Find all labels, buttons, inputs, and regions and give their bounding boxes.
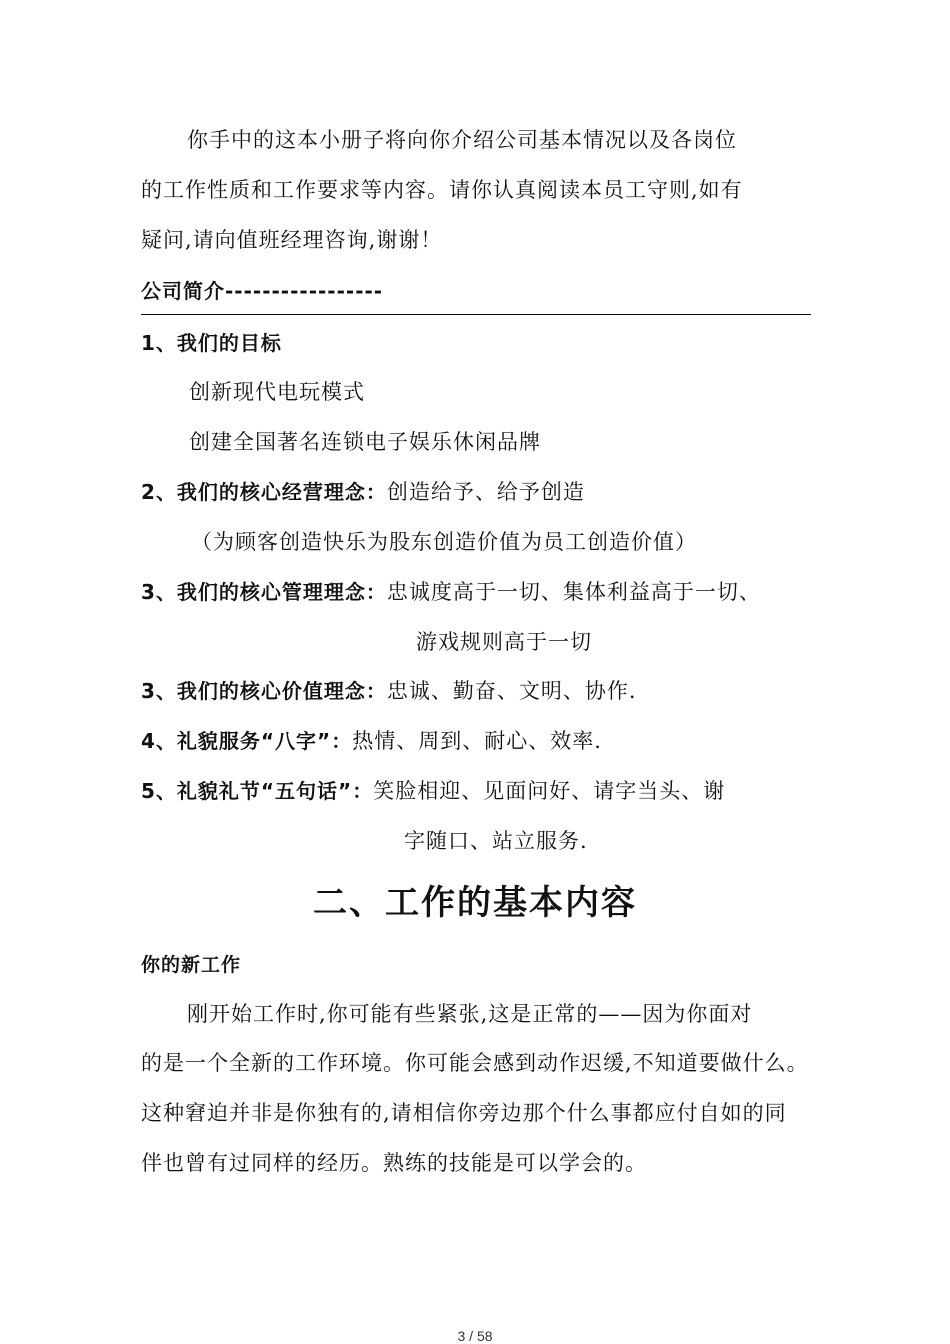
service-eight-words-label: 4、礼貌服务“八字”： bbox=[141, 729, 353, 753]
heading-divider bbox=[141, 314, 811, 315]
etiquette-five-phrases-cont: 字随口、站立服务. bbox=[404, 829, 588, 853]
management-philosophy-text: 忠诚度高于一切、集体利益高于一切、 bbox=[386, 580, 761, 604]
new-job-para-line-2: 的是一个全新的工作环境。你可能会感到动作迟缓,不知道要做什么。 bbox=[141, 1051, 809, 1075]
new-job-para-line-3: 这种窘迫并非是你独有的,请相信你旁边那个什么事都应付自如的同 bbox=[141, 1101, 787, 1125]
page-number: 3 / 58 bbox=[457, 1328, 493, 1344]
value-philosophy bbox=[141, 675, 637, 705]
management-philosophy-cont: 游戏规则高于一切 bbox=[416, 630, 592, 654]
goal-line-1: 创新现代电玩模式 bbox=[189, 380, 365, 404]
etiquette-five-phrases-label: 5、礼貌礼节“五句话”： bbox=[141, 779, 374, 803]
management-philosophy bbox=[141, 576, 761, 606]
management-philosophy-label: 3、我们的核心管理理念： bbox=[141, 580, 387, 604]
business-philosophy-label: 2、我们的核心经营理念： bbox=[141, 480, 387, 504]
business-philosophy bbox=[141, 476, 585, 506]
new-job-para-line-1: 刚开始工作时,你可能有些紧张,这是正常的——因为你面对 bbox=[187, 1002, 753, 1026]
etiquette-five-phrases bbox=[141, 775, 725, 805]
business-philosophy-note: （为顾客创造快乐为股东创造价值为员工创造价值） bbox=[191, 530, 697, 554]
service-eight-words bbox=[141, 725, 602, 755]
business-philosophy-text: 创造给予、给予创造 bbox=[386, 480, 585, 504]
subheading-new-job: 你的新工作 bbox=[141, 954, 242, 976]
intro-line-2: 的工作性质和工作要求等内容。请你认真阅读本员工守则,如有 bbox=[141, 178, 743, 202]
new-job-para-line-4: 伴也曾有过同样的经历。熟练的技能是可以学会的。 bbox=[141, 1151, 647, 1175]
intro-line-1: 你手中的这本小册子将向你介绍公司基本情况以及各岗位 bbox=[187, 128, 737, 152]
section-title-work-content: 二、工作的基本内容 bbox=[313, 883, 637, 923]
value-philosophy-label: 3、我们的核心价值理念： bbox=[141, 679, 387, 703]
goal-title: 1、我们的目标 bbox=[141, 331, 282, 355]
service-eight-words-text: 热情、周到、耐心、效率. bbox=[352, 729, 602, 753]
section-heading-company-intro: 公司简介----------------- bbox=[141, 279, 384, 303]
intro-line-3: 疑问,请向值班经理咨询,谢谢！ bbox=[141, 228, 443, 252]
etiquette-five-phrases-text: 笑脸相迎、见面问好、请字当头、谢 bbox=[373, 779, 726, 803]
value-philosophy-text: 忠诚、勤奋、文明、协作. bbox=[386, 679, 637, 703]
goal-line-2: 创建全国著名连锁电子娱乐休闲品牌 bbox=[189, 430, 541, 454]
